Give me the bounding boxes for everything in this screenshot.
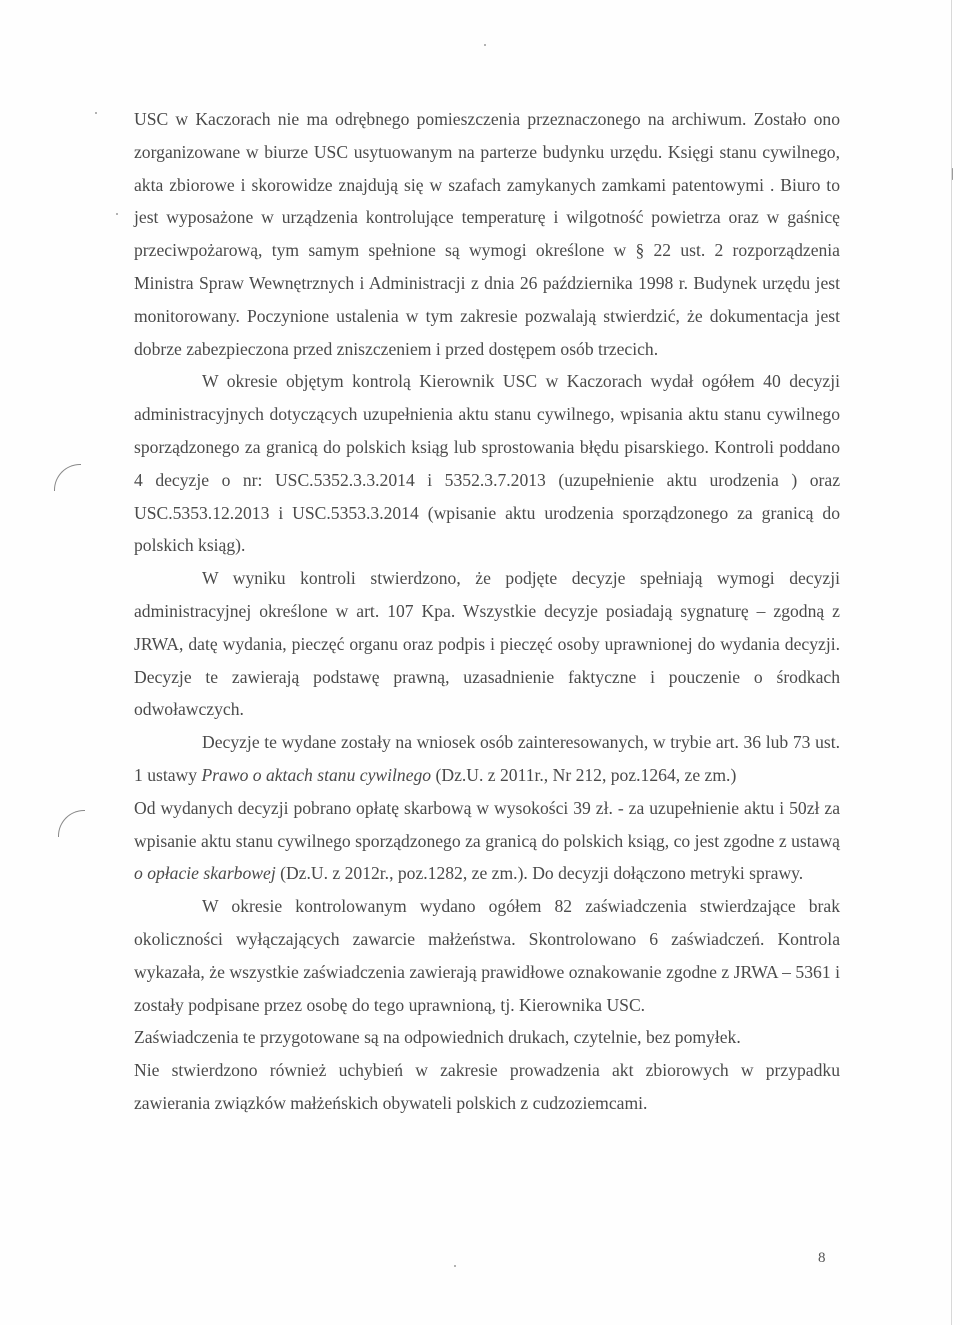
scan-speck [454, 1265, 456, 1267]
punch-hole-mark [58, 810, 85, 837]
paragraph-decisions-review: W wyniku kontroli stwierdzono, że podjęte decyzje spełniają wymogi decyzji administracyjnej określone w art. 107 Kpa. Wszystkie decyzje posiadają sygnaturę – zgodną z JRWA, datę wydania, pieczęć organu oraz podpis i pieczęć osoby uprawnionej do wydania decyzji. Decyzje te zawierają podstawę prawną, uzasadnienie faktyczne i pouczenie o środkach odwoławczych. [134, 568, 840, 720]
scan-speck [952, 168, 953, 180]
paragraph-archive: USC w Kaczorach nie ma odrębnego pomieszczenia przeznaczonego na archiwum. Zostało ono zorganizowane w biurze USC usytuowanym na parterze budynku urzędu. Księgi stanu cywilnego, akta zbiorowe i skorowidze znajdują się w szafach zamykanych zamkami patentowymi . Biuro to jest wyposażone w urządzenia kontrolujące temperaturę i wilgotność powietrza oraz w gaśnicę przeciwpożarową, tym samym spełnione są wymogi określone w § 22 ust. 2 rozporządzenia Ministra Spraw Wewnętrznych i Administracji z dnia 26 października 1998 r. Budynek urzędu jest monitorowany. Poczynione ustalenia w tym zakresie pozwalają stwierdzić, że dokumentacja jest dobrze zabezpieczona przed zniszczeniem i przed dostępem osób trzecich. [134, 109, 840, 359]
scan-speck [116, 213, 118, 215]
stamp-duty-reference: (Dz.U. z 2012r., poz.1282, ze zm.). Do decyzji dołączono metryki sprawy. [275, 863, 804, 884]
paragraph-certificates: W okresie kontrolowanym wydano ogółem 82 zaświadczenia stwierdzające brak okoliczności wyłączających zawarcie małżeństwa. Skontrolowano 6 zaświadczeń. Kontrola wykazała, że wszystkie zaświadczenia zawierają prawidłowe oznakowanie zgodne z JRWA – 5361 i zostały podpisane przez osobę do tego uprawnioną, tj. Kierownika USC. [134, 896, 840, 1015]
paragraph-stamp-duty [134, 792, 840, 890]
paragraph-legal-basis [134, 726, 840, 792]
legal-basis-reference: (Dz.U. z 2011r., Nr 212, poz.1264, ze zm.) [431, 764, 737, 785]
scan-speck [484, 44, 486, 46]
paragraph-decisions-count: W okresie objętym kontrolą Kierownik USC w Kaczorach wydał ogółem 40 decyzji administracyjnych dotyczących uzupełnienia aktu stanu cywilnego, wpisania aktu stanu cywilnego sporządzonego za granicą do polskich ksiąg lub sprostowania błędu pisarskiego. Kontroli poddano 4 decyzje o nr: USC.5352.3.3.2014 i 5352.3.7.2013 (uzupełnienie aktu urodzenia ) oraz USC.5353.12.2013 i USC.5353.3.2014 (wpisanie aktu urodzenia sporządzonego za granicą do polskich ksiąg). [134, 371, 840, 556]
act-title: Prawo o aktach stanu cywilnego [201, 764, 432, 785]
page-number: 8 [818, 1250, 826, 1266]
act-title: o opłacie skarbowej [134, 863, 276, 884]
scan-speck [95, 112, 97, 114]
page-edge [951, 0, 952, 1325]
legal-basis-text: Decyzje te wydane zostały na wniosek osób zainteresowanych, w trybie art. 36 lub 73 ust. 1 ustawy [134, 732, 840, 785]
punch-hole-mark [54, 464, 81, 491]
paragraph-conclusion: Nie stwierdzono również uchybień w zakresie prowadzenia akt zbiorowych w przypadku zawierania związków małżeńskich obywateli polskich z cudzoziemcami. [134, 1060, 840, 1113]
document-body [134, 103, 840, 1120]
stamp-duty-text: Od wydanych decyzji pobrano opłatę skarbową w wysokości 39 zł. - za uzupełnienie aktu i 50zł za wpisanie aktu stanu cywilnego sporządzonego za granicą do polskich ksiąg, co jest zgodne z ustawą [134, 797, 840, 851]
paragraph-certificate-forms: Zaświadczenia te przygotowane są na odpowiednich drukach, czytelnie, bez pomyłek. [134, 1027, 741, 1048]
